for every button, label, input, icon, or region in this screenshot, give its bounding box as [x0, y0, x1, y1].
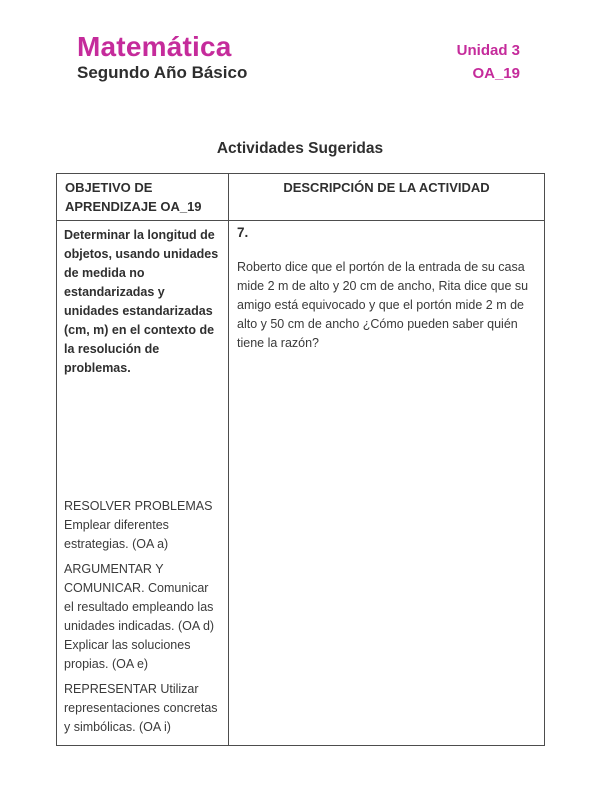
page-title: Actividades Sugeridas — [216, 140, 384, 157]
activity-number: 7. — [237, 225, 249, 240]
oa-code-label: OA_19 — [472, 65, 520, 82]
skills-block — [64, 497, 221, 737]
unit-label: Unidad 3 — [456, 42, 520, 59]
header-left-block — [77, 32, 247, 83]
skill-item-representar: REPRESENTAR Utilizar representaciones concretas y simbólicas. (OA i) — [64, 682, 218, 734]
activities-table — [56, 173, 545, 746]
objective-column-header: OBJETIVO DE APRENDIZAJE OA_19 — [57, 174, 229, 221]
activities-table-header — [57, 174, 545, 221]
activities-table-body — [57, 221, 545, 746]
objective-cell — [57, 221, 229, 746]
objective-text: Determinar la longitud de objetos, usando unidades de medida no estandarizadas y unidades estandarizadas (cm, m) en el contexto de la resolución de problemas. — [64, 228, 219, 375]
skill-item-argumentar: ARGUMENTAR Y COMUNICAR. Comunicar el resultado empleando las unidades indicadas. (OA d) Explicar las soluciones propias. (OA e) — [64, 562, 215, 671]
activity-cell — [229, 221, 545, 746]
table-row — [57, 221, 545, 746]
activity-description-text: Roberto dice que el portón de la entrada de su casa mide 2 m de alto y 20 cm de ancho, Rita dice que su amigo está equivocado y que el portón mide 2 m de alto y 50 cm de ancho ¿Cómo pueden saber quién tiene la razón? — [237, 260, 529, 350]
document-header — [0, 0, 600, 83]
skill-item-resolver: RESOLVER PROBLEMAS Emplear diferentes estrategias. (OA a) — [64, 499, 213, 551]
activity-column-header: DESCRIPCIÓN DE LA ACTIVIDAD — [229, 174, 545, 221]
header-right-block — [457, 32, 520, 82]
subject-title: Matemática — [77, 31, 232, 62]
table-header-row — [57, 174, 545, 221]
grade-subtitle: Segundo Año Básico — [77, 63, 248, 82]
